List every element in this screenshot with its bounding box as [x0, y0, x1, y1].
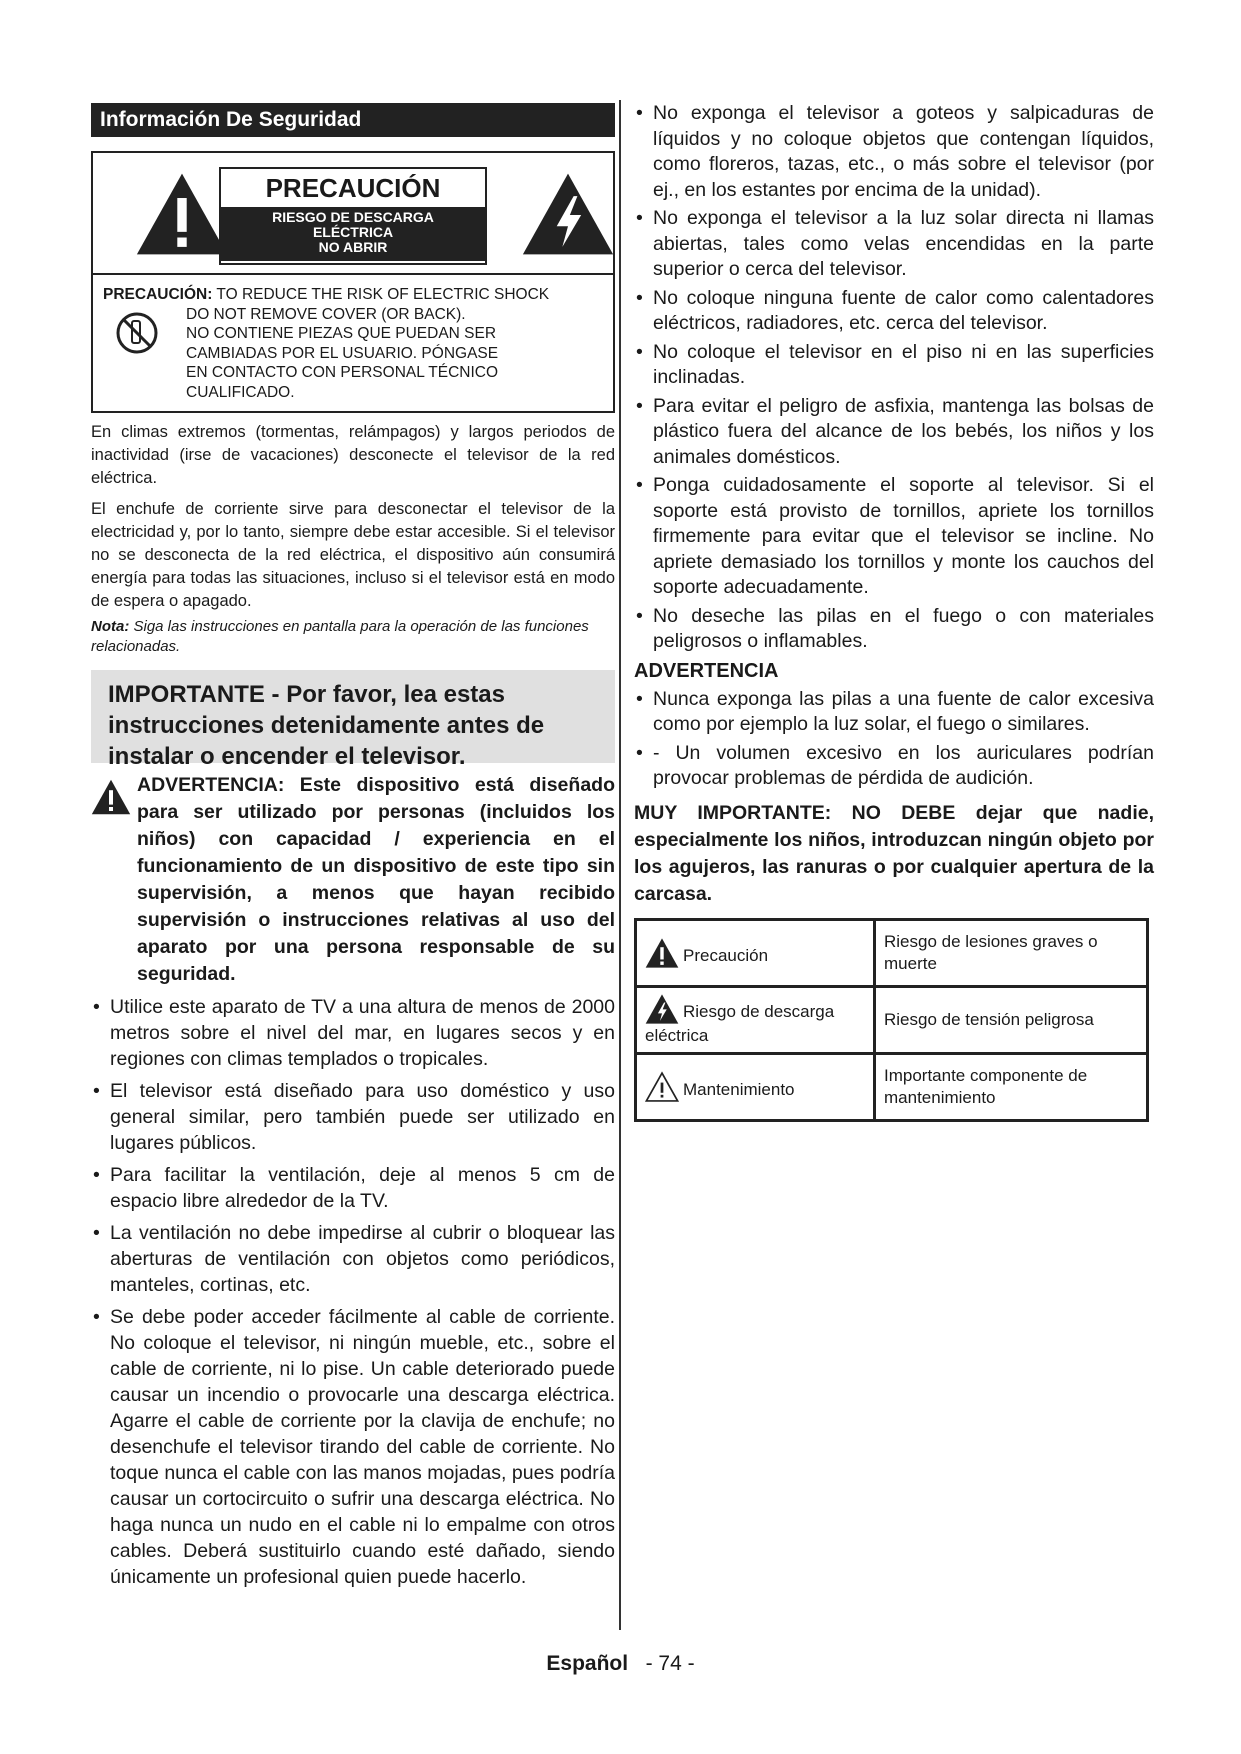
- device-warning-text: ADVERTENCIA: Este dispositivo está diseñado para ser utilizado por personas (incluidos los niños) con capacidad / experiencia en el funcionamiento de un dispositivo de este tipo sin supervisión, a menos que hayan recibido supervisión o instrucciones relativas al uso del aparato por una persona responsable de su seguridad.: [137, 774, 615, 985]
- caution-text-line: DO NOT REMOVE COVER (OR BACK).: [186, 305, 466, 323]
- table-cell-symbol: [636, 986, 875, 1053]
- table-row: [636, 919, 1148, 986]
- caution-text-line: CAMBIADAS POR EL USUARIO. PÓNGASE: [186, 344, 499, 362]
- caution-text-lead: PRECAUCIÓN:: [103, 286, 213, 303]
- symbol-label: Precaución: [683, 945, 769, 965]
- left-column: [91, 103, 615, 1590]
- exclamation-warning-icon: [135, 169, 229, 259]
- table-cell-meaning: Importante componente de mantenimiento: [875, 1053, 1148, 1120]
- table-row: [636, 986, 1148, 1053]
- list-item: • No exponga el televisor a la luz solar directa ni llamas abiertas, tales como velas encendidas en la parte superior o cerca del televisor.: [634, 206, 1154, 283]
- caution-text-line: CUALIFICADO.: [186, 383, 295, 401]
- table-row: [636, 1053, 1148, 1120]
- caution-label-line: RIESGO DE DESCARGA: [272, 209, 434, 225]
- caution-header: [93, 153, 613, 273]
- footer-language: Español: [546, 1652, 629, 1675]
- advertencia-heading: ADVERTENCIA: [634, 659, 779, 682]
- list-item: • No exponga el televisor a goteos y salpicaduras de líquidos y no coloque objetos que contengan líquidos, como floreros, tazas, etc., o más sobre el televisor (por ej., en los estantes por encima de la unidad).: [634, 101, 1154, 203]
- important-notice: IMPORTANTE - Por favor, lea estas instrucciones detenidamente antes de instalar o encender el televisor.: [91, 670, 615, 763]
- list-item: • No coloque ninguna fuente de calor como calentadores eléctricos, radiadores, etc. cerca del televisor.: [634, 286, 1154, 337]
- note-text: Siga las instrucciones en pantalla para la operación de las funciones relacionadas.: [91, 618, 589, 655]
- list-item: • Ponga cuidadosamente el soporte al televisor. Si el soporte está provisto de tornillos, apriete los tornillos firmemente para evitar que el televisor se incline. No apriete demasiado los tornillos y monte los cauchos del soporte adecuadamente.: [634, 473, 1154, 601]
- paragraph-plug: El enchufe de corriente sirve para desconectar el televisor de la electricidad y, por lo tanto, siempre debe estar accesible. Si el televisor no se desconecta de la red eléctrica, el dispositivo aún consumirá energía para todas las situaciones, incluso si el televisor está en modo de espera o apagado.: [91, 500, 615, 610]
- page-number: - 74 -: [645, 1652, 695, 1675]
- note: [91, 617, 615, 656]
- list-item: • Utilice este aparato de TV a una altura de menos de 2000 metros sobre el nivel del mar, en lugares secos y en regiones con climas templados o tropicales.: [91, 994, 615, 1072]
- symbol-label: Riesgo de descarga eléctrica: [645, 1001, 835, 1045]
- caution-label: [219, 167, 487, 265]
- caution-divider: [93, 273, 613, 275]
- list-item: • - Un volumen excesivo en los auriculares podrían provocar problemas de pérdida de audición.: [634, 741, 1154, 792]
- warning-icon: [91, 778, 131, 816]
- lightning-warning-icon: [521, 169, 615, 259]
- paragraph-extreme-weather: En climas extremos (tormentas, relámpagos) y largos periodos de inactividad (irse de vacaciones) desconecte el televisor de la red eléctrica.: [91, 423, 615, 487]
- list-item: • Para facilitar la ventilación, deje al menos 5 cm de espacio libre alrededor de la TV.: [91, 1162, 615, 1214]
- electric-shock-icon: [645, 993, 679, 1025]
- caution-text-line: NO CONTIENE PIEZAS QUE PUEDAN SER: [186, 325, 497, 342]
- maintenance-icon: [645, 1071, 679, 1103]
- table-cell-meaning: Riesgo de lesiones graves o muerte: [875, 919, 1148, 986]
- column-divider: [619, 100, 621, 1630]
- table-cell-meaning: Riesgo de tensión peligrosa: [875, 986, 1148, 1053]
- list-item: • El televisor está diseñado para uso doméstico y uso general similar, pero también puede ser utilizado en lugares públicos.: [91, 1078, 615, 1156]
- very-important-notice: MUY IMPORTANTE: NO DEBE dejar que nadie, especialmente los niños, introduzcan ningún objeto por los agujeros, las ranuras o por cualquier apertura de la carcasa.: [634, 801, 1154, 905]
- table-cell-symbol: [636, 919, 875, 986]
- list-item: • La ventilación no debe impedirse al cubrir o bloquear las aberturas de ventilación con objetos como periódicos, manteles, cortinas, etc.: [91, 1220, 615, 1298]
- caution-label-line: ELÉCTRICA: [312, 224, 394, 240]
- symbols-table: [634, 918, 1149, 1122]
- symbol-label: Mantenimiento: [683, 1079, 795, 1099]
- left-bullet-list: [91, 994, 615, 1590]
- note-lead: Nota:: [91, 618, 130, 635]
- caution-text-line: TO REDUCE THE RISK OF ELECTRIC SHOCK: [212, 286, 550, 303]
- caution-label-line: NO ABRIR: [318, 239, 388, 255]
- table-cell-symbol: [636, 1053, 875, 1120]
- caution-text-line: EN CONTACTO CON PERSONAL TÉCNICO: [186, 364, 499, 381]
- list-item: • No deseche las pilas en el fuego o con materiales peligrosos o inflamables.: [634, 604, 1154, 655]
- caution-box: [91, 151, 615, 413]
- page-footer: [0, 1652, 1241, 1676]
- list-item: • Para evitar el peligro de asfixia, mantenga las bolsas de plástico fuera del alcance de los bebés, los niños y los animales domésticos.: [634, 394, 1154, 471]
- caution-label-title: PRECAUCIÓN: [265, 173, 441, 203]
- advertencia-list: [634, 687, 1154, 792]
- right-column: [634, 98, 1154, 1122]
- list-item: • No coloque el televisor en el piso ni en las superficies inclinadas.: [634, 340, 1154, 391]
- caution-icon: [645, 937, 679, 969]
- device-warning: [91, 772, 615, 988]
- right-bullet-list: [634, 101, 1154, 655]
- caution-label-subtitle: [221, 207, 485, 261]
- list-item: • Se debe poder acceder fácilmente al cable de corriente. No coloque el televisor, ni ningún mueble, etc., sobre el cable de corriente, ni lo pise. Un cable deteriorado puede causar un incendio o provocarle una descarga eléctrica. Agarre el cable de corriente por la clavija de enchufe; no desenchufe el televisor tirando del cable de corriente. No toque nunca el cable con las manos mojadas, pues podría causar un cortocircuito o sufrir una descarga eléctrica. No haga nunca un nudo en el cable ni lo empalme con otros cables. Deberá sustituirlo cuando esté dañado, siendo únicamente un profesional quien puede hacerlo.: [91, 1304, 615, 1590]
- section-title: Información De Seguridad: [91, 103, 615, 137]
- caution-text: [103, 285, 603, 402]
- list-item: • Nunca exponga las pilas a una fuente de calor excesiva como por ejemplo la luz solar, el fuego o similares.: [634, 687, 1154, 738]
